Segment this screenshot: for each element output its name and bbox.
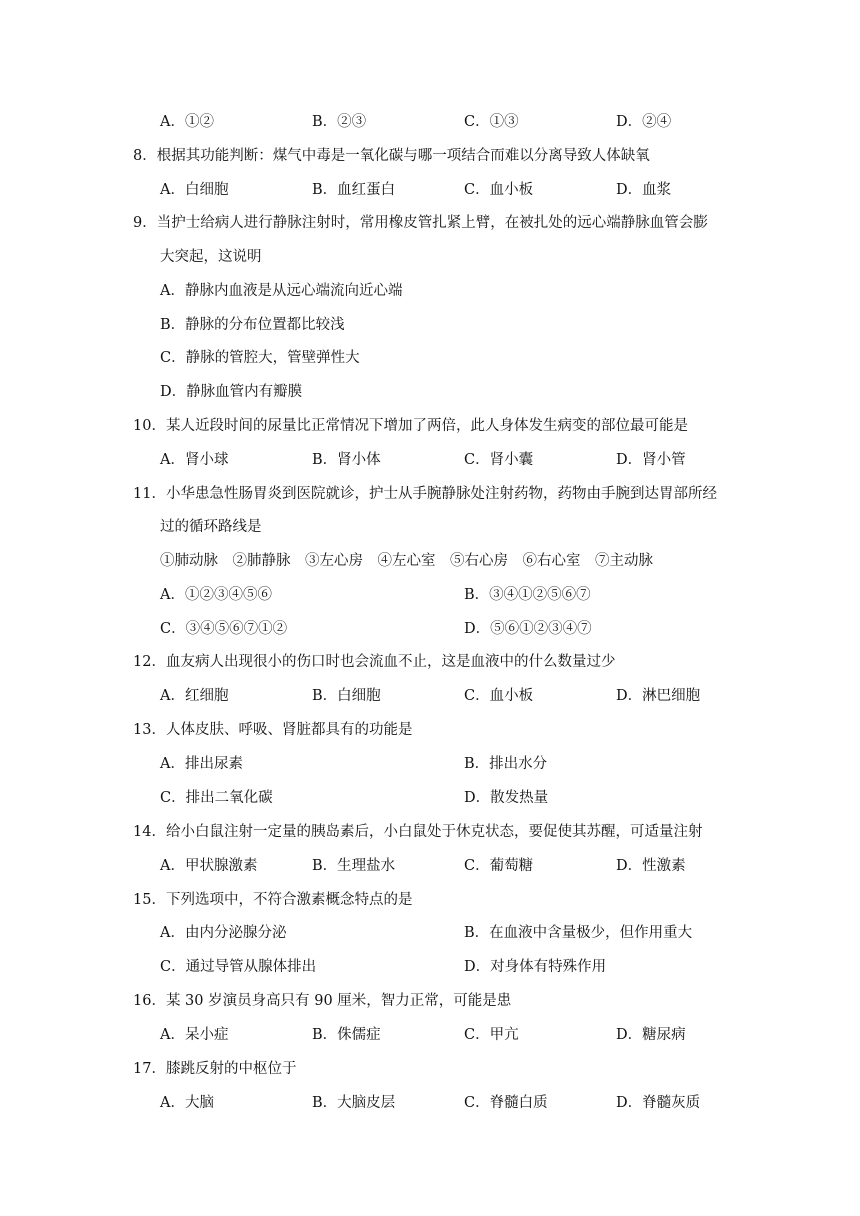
q14-option-b: B．生理盐水 [312,858,396,874]
q8-option-a: A．白细胞 [160,182,229,198]
q9-option-a: A．静脉内血液是从远心端流向近心端 [160,283,403,299]
q10-stem: 10．某人近段时间的尿量比正常情况下增加了两倍，此人身体发生病变的部位最可能是 [133,418,688,434]
q8-option-b: B．血红蛋白 [312,182,396,198]
q15-option-b: B．在血液中含量极少，但作用重大 [464,925,693,941]
q11-option-d: D．⑤⑥①②③④⑦ [464,621,592,637]
q9-stem-line1: 9．当护士给病人进行静脉注射时，常用橡皮管扎紧上臂，在被扎处的远心端静脉血管会膨 [133,215,708,231]
q11-item-list: ①肺动脉 ②肺静脉 ③左心房 ④左心室 ⑤右心房 ⑥右心室 ⑦主动脉 [160,553,653,569]
q8-option-c: C．血小板 [464,182,534,198]
q12-option-d: D．淋巴细胞 [616,688,701,704]
q10-option-c: C．肾小囊 [464,452,534,468]
q16-option-c: C．甲亢 [464,1027,519,1043]
q17-option-a: A．大脑 [160,1095,214,1111]
q11-stem-line1: 11．小华患急性肠胃炎到医院就诊，护士从手腕静脉处注射药物，药物由手腕到达胃部所经 [133,486,717,502]
q9-stem-line2: 大突起，这说明 [160,249,262,265]
q13-option-d: D．散发热量 [464,790,549,806]
q16-option-b: B．侏儒症 [312,1027,381,1043]
q8-option-d: D．血浆 [616,182,672,198]
q17-stem: 17．膝跳反射的中枢位于 [133,1061,297,1077]
q11-stem-line2: 过的循环路线是 [160,519,262,535]
q17-option-b: B．大脑皮层 [312,1095,396,1111]
q12-option-a: A．红细胞 [160,688,229,704]
q9-option-c: C．静脉的管腔大，管壁弹性大 [160,350,360,366]
q14-option-d: D．性激素 [616,858,686,874]
q7-option-a: A．①② [160,114,214,130]
q10-option-d: D．肾小管 [616,452,686,468]
q16-stem: 16．某 30 岁演员身高只有 90 厘米，智力正常，可能是患 [133,993,512,1009]
q12-option-b: B．白细胞 [312,688,381,704]
q14-option-c: C．葡萄糖 [464,858,534,874]
q9-option-b: B．静脉的分布位置都比较浅 [160,317,345,333]
q13-option-c: C．排出二氧化碳 [160,790,273,806]
q10-option-a: A．肾小球 [160,452,229,468]
q10-option-b: B．肾小体 [312,452,381,468]
q13-stem: 13．人体皮肤、呼吸、肾脏都具有的功能是 [133,722,413,738]
q15-option-d: D．对身体有特殊作用 [464,959,607,975]
q17-option-c: C．脊髓白质 [464,1095,548,1111]
q11-option-c: C．③④⑤⑥⑦①② [160,621,288,637]
q16-option-a: A．呆小症 [160,1027,229,1043]
q14-stem: 14．给小白鼠注射一定量的胰岛素后，小白鼠处于休克状态，要促使其苏醒，可适量注射 [133,824,703,840]
q15-option-c: C．通过导管从腺体排出 [160,959,317,975]
q14-option-a: A．甲状腺激素 [160,858,258,874]
q7-option-c: C．①③ [464,114,519,130]
q12-stem: 12．血友病人出现很小的伤口时也会流血不止，这是血液中的什么数量过少 [133,654,616,670]
q9-option-d: D．静脉血管内有瓣膜 [160,384,303,400]
q15-option-a: A．由内分泌腺分泌 [160,925,287,941]
q13-option-b: B．排出水分 [464,756,548,772]
q13-option-a: A．排出尿素 [160,756,243,772]
q16-option-d: D．糖尿病 [616,1027,686,1043]
q17-option-d: D．脊髓灰质 [616,1095,701,1111]
q7-option-d: D．②④ [616,114,672,130]
q8-stem: 8．根据其功能判断：煤气中毒是一氧化碳与哪一项结合而难以分离导致人体缺氧 [133,148,650,164]
q11-option-b: B．③④①②⑤⑥⑦ [464,587,591,603]
q11-option-a: A．①②③④⑤⑥ [160,587,272,603]
q15-stem: 15．下列选项中，不符合激素概念特点的是 [133,892,413,908]
q7-option-b: B．②③ [312,114,367,130]
q12-option-c: C．血小板 [464,688,534,704]
